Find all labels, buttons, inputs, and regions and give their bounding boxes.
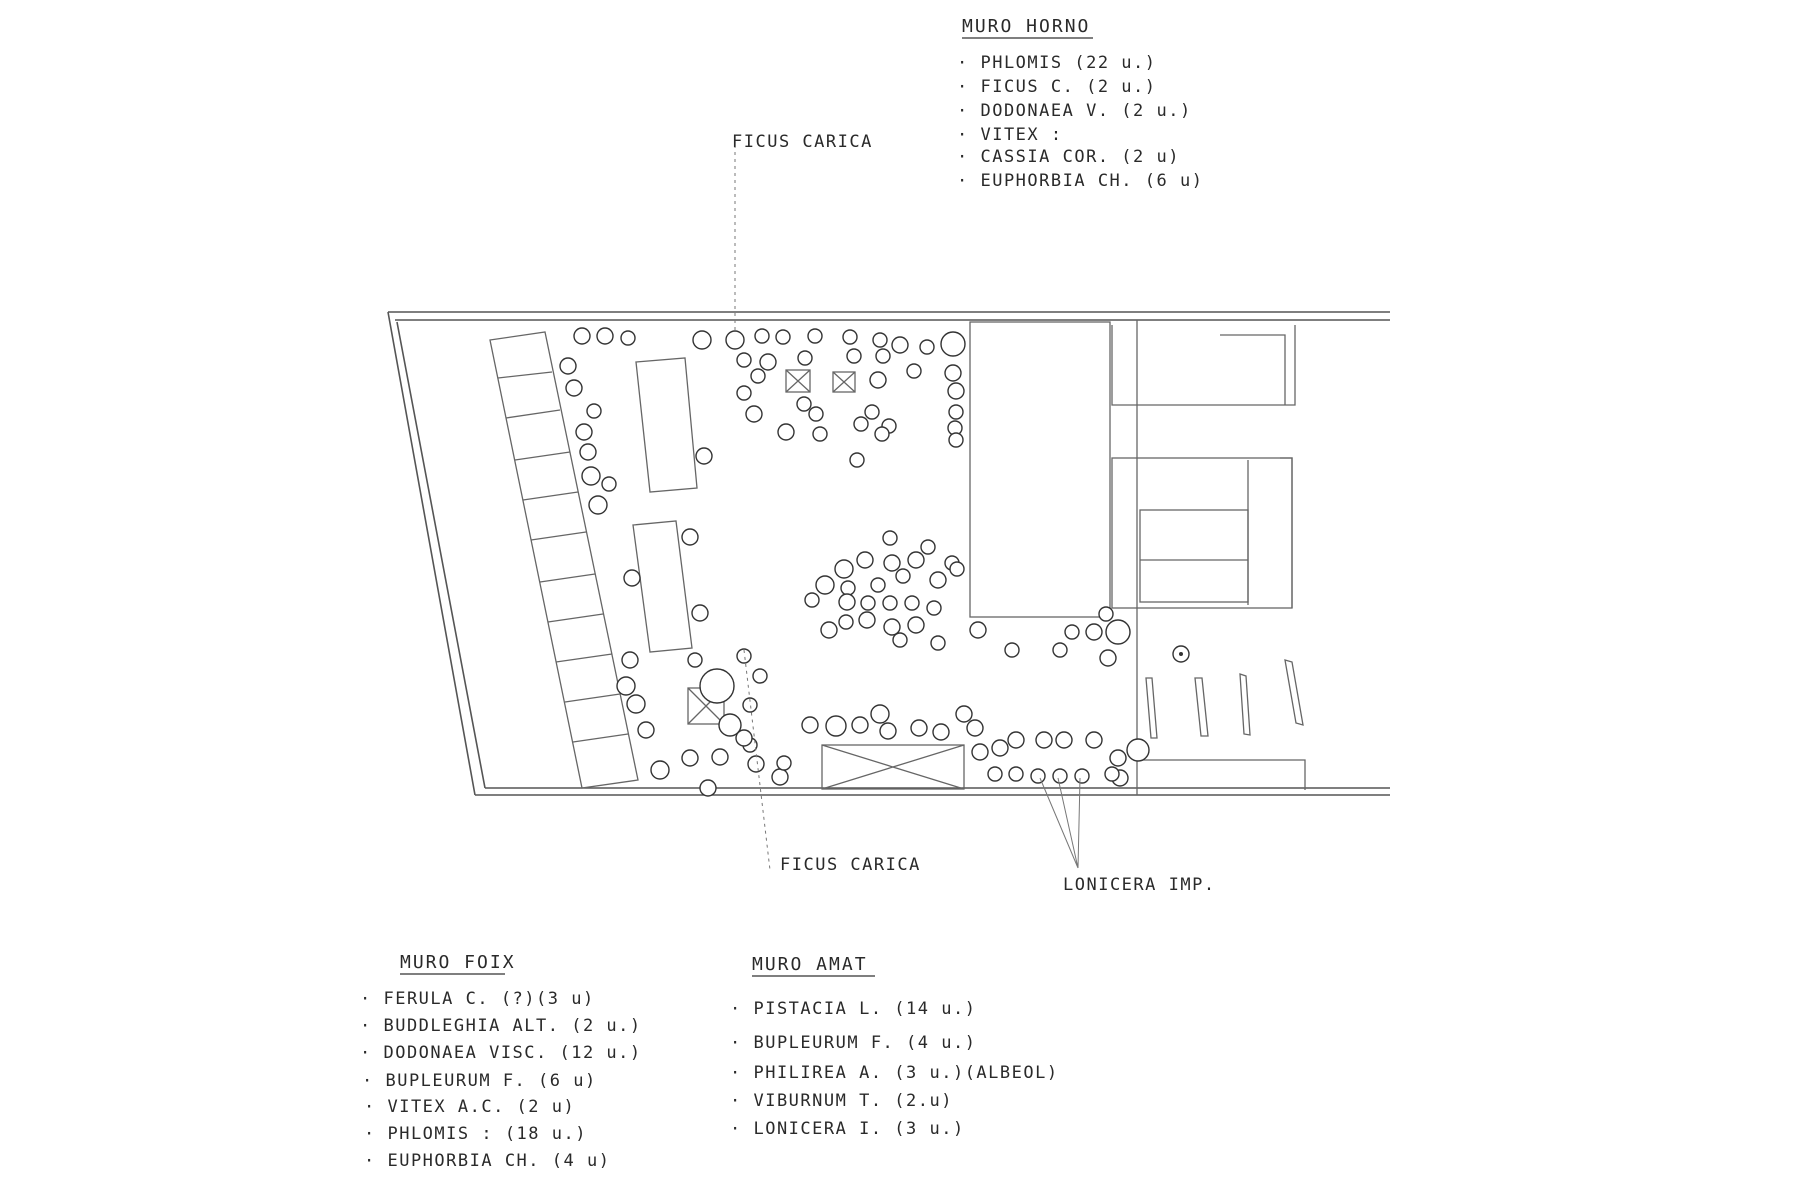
plant-symbol [737,353,751,367]
plant-symbol [808,329,822,343]
tree-box-top-2 [833,372,855,392]
bottom-crossed-planter [822,745,964,789]
ficus-carica-label-top: FICUS CARICA [732,132,873,152]
plant-symbol [970,622,986,638]
plant-symbol [638,722,654,738]
plant-symbol [949,433,963,447]
plant-symbol [972,744,988,760]
plant-symbol [748,756,764,772]
plant-symbol [873,333,887,347]
plant-symbol [693,331,711,349]
muro-foix-title: MURO FOIX [400,952,516,973]
plant-symbol [931,636,945,650]
muro-foix-item: · BUPLEURUM F. (6 u) [362,1071,597,1091]
plant-symbol [948,383,964,399]
plant-symbol [907,364,921,378]
plant-symbol [816,576,834,594]
plant-symbol [712,749,728,765]
plant-symbol [861,596,875,610]
plant-symbol [875,427,889,441]
plant-symbol [859,612,875,628]
plant-symbol [920,340,934,354]
plant-symbol [884,555,900,571]
plant-symbol [871,705,889,723]
plant-symbol [852,717,868,733]
plant-symbol [622,652,638,668]
lonicera-leader [1040,778,1080,868]
plant-symbol [651,761,669,779]
plant-symbol [1100,650,1116,666]
plant-symbol [826,716,846,736]
plant-symbol [876,349,890,363]
muro-horno-item: · DODONAEA V. (2 u.) [957,101,1192,121]
plant-symbol [927,601,941,615]
plant-symbol [956,706,972,722]
plant-symbol [624,570,640,586]
plant-symbol [688,653,702,667]
plant-symbol [589,496,607,514]
plant-symbol [751,369,765,383]
specimen-target [1173,646,1189,662]
plant-symbol [988,767,1002,781]
plant-symbol [746,406,762,422]
plant-symbol [772,769,788,785]
plant-symbol [821,622,837,638]
plant-symbol [880,723,896,739]
plant-symbol [911,720,927,736]
plant-symbol [950,562,964,576]
ficus-carica-label-bottom: FICUS CARICA [780,855,921,875]
muro-foix-item: · DODONAEA VISC. (12 u.) [360,1043,642,1063]
plant-symbol [597,328,613,344]
slatted-bench [490,332,638,788]
plant-symbol [941,332,965,356]
plant-symbol [992,740,1008,756]
plant-symbol [1008,732,1024,748]
muro-amat-item: · PISTACIA L. (14 u.) [730,999,977,1019]
plant-symbol [805,593,819,607]
plant-symbol [930,572,946,588]
plant-symbol [870,372,886,388]
plant-symbol [933,724,949,740]
muro-foix-item: · EUPHORBIA CH. (4 u) [364,1151,611,1171]
plant-symbol [621,331,635,345]
plant-symbol [1065,625,1079,639]
plant-symbol [839,594,855,610]
muro-amat-item: · VIBURNUM T. (2.u) [730,1091,953,1111]
plant-symbol [582,467,600,485]
plant-symbol [854,417,868,431]
plant-symbol [949,405,963,419]
muro-horno-item: · EUPHORBIA CH. (6 u) [957,171,1204,191]
plant-symbol [1086,732,1102,748]
plant-symbol [737,386,751,400]
muro-amat-item: · PHILIREA A. (3 u.)(ALBEOL) [730,1063,1059,1083]
plant-symbol [1031,769,1045,783]
site-plan [388,145,1390,870]
plant-symbol [700,780,716,796]
plant-symbol [883,531,897,545]
plant-symbol [627,695,645,713]
paved-area [970,322,1110,617]
plant-symbol [778,424,794,440]
plant-symbol [760,354,776,370]
plant-symbol [798,351,812,365]
plant-symbol [1005,643,1019,657]
muro-horno-list [957,16,1203,191]
plant-symbol [905,596,919,610]
right-structures [1112,320,1305,795]
plant-symbol [560,358,576,374]
muro-amat-item: · LONICERA I. (3 u.) [730,1119,965,1139]
plant-symbol [753,669,767,683]
plant-symbol [813,427,827,441]
plant-symbol [566,380,582,396]
muro-horno-item: · CASSIA COR. (2 u) [957,147,1180,167]
plant-symbol [576,424,592,440]
tree-box-top-1 [786,370,810,392]
lonicera-label: LONICERA IMP. [1063,875,1216,895]
muro-foix-list [360,952,642,1171]
plant-symbol [696,448,712,464]
plant-symbol [843,330,857,344]
plant-symbol [871,578,885,592]
plant-symbol [892,337,908,353]
plant-symbol [1009,767,1023,781]
plant-symbol [682,750,698,766]
muro-foix-item: · BUDDLEGHIA ALT. (2 u.) [360,1016,642,1036]
plant-symbol [1053,769,1067,783]
plant-symbol [1110,750,1126,766]
raised-bed-upper [636,358,697,492]
plant-symbol [1105,767,1119,781]
plant-symbol [574,328,590,344]
plant-symbol [1099,607,1113,621]
plant-symbol [883,596,897,610]
plant-symbol [850,453,864,467]
plant-symbol [617,677,635,695]
muro-amat-title: MURO AMAT [752,954,868,975]
plant-symbol [1053,643,1067,657]
plant-symbol [908,617,924,633]
plant-symbols [560,328,1149,796]
plant-symbol [884,619,900,635]
plant-symbol [802,717,818,733]
muro-horno-item: · PHLOMIS (22 u.) [957,53,1157,73]
plant-symbol [602,477,616,491]
plant-symbol [1127,739,1149,761]
plant-symbol [908,552,924,568]
muro-foix-item: · VITEX A.C. (2 u) [364,1097,576,1117]
muro-horno-item: · VITEX : [957,125,1063,145]
muro-foix-item: · PHLOMIS : (18 u.) [364,1124,587,1144]
plant-symbol [777,756,791,770]
plant-symbol [809,407,823,421]
plant-symbol [841,581,855,595]
plant-symbol [865,405,879,419]
plant-symbol [857,552,873,568]
plant-symbol [893,633,907,647]
plant-symbol [967,720,983,736]
muro-amat-item: · BUPLEURUM F. (4 u.) [730,1033,977,1053]
plant-symbol [726,331,744,349]
plant-symbol [1106,620,1130,644]
plant-symbol [847,349,861,363]
plant-symbol [797,397,811,411]
plant-symbol [587,404,601,418]
plank-row [1146,660,1303,738]
plant-symbol [921,540,935,554]
plant-symbol [580,444,596,460]
plant-symbol [945,365,961,381]
muro-foix-item: · FERULA C. (?)(3 u) [360,989,595,1009]
plant-symbol [835,560,853,578]
plant-symbol [1036,732,1052,748]
plant-symbol [1075,769,1089,783]
plant-symbol [776,330,790,344]
plant-symbol [682,529,698,545]
plant-symbol [755,329,769,343]
plant-symbol [700,669,734,703]
plant-symbol [839,615,853,629]
muro-horno-title: MURO HORNO [962,16,1091,37]
plant-symbol [896,569,910,583]
plant-symbol [736,730,752,746]
muro-amat-list [730,954,1059,1139]
plant-symbol [1056,732,1072,748]
plant-symbol [1086,624,1102,640]
plant-symbol [692,605,708,621]
muro-horno-item: · FICUS C. (2 u.) [957,77,1157,97]
